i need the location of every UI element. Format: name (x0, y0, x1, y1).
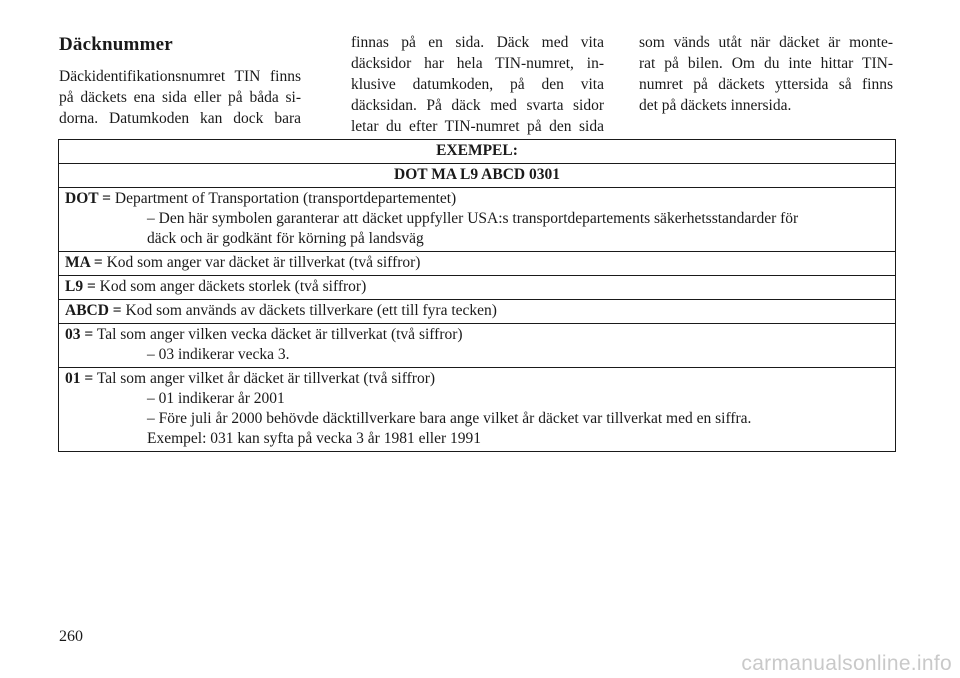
table-cell (59, 252, 896, 276)
row-text: Tal som anger vilket år däcket är tillverkat (två siffror) (93, 370, 436, 387)
table-cell (59, 188, 896, 252)
table-cell (59, 324, 896, 368)
column-line: finnas på en sida. Däck med vita (351, 34, 604, 51)
row-key: 01 = (65, 370, 94, 387)
column-line: däcksidan. På däck med svarta sidor (351, 97, 604, 114)
row-text: Kod som anger däckets storlek (två siffror) (95, 278, 367, 295)
table-code-row (59, 164, 896, 188)
table-title: EXEMPEL: (59, 140, 896, 164)
column-line: på däckets ena sida eller på båda si- (59, 89, 301, 106)
text-column-3 (639, 32, 893, 116)
watermark: carmanualsonline.info (741, 652, 952, 675)
table-cell (59, 276, 896, 300)
column-line: letar du efter TIN-numret på den sida (351, 118, 604, 135)
column-line: det på däckets innersida. (639, 97, 792, 114)
column-line: som vänds utåt när däcket är monte- (639, 34, 893, 51)
row-key: DOT = (65, 190, 112, 207)
table-row (59, 276, 896, 300)
column-line: klusive datumkoden, på den vita (351, 76, 604, 93)
text-column-2 (351, 32, 604, 137)
row-subline: – Före juli år 2000 behövde däcktillverkare bara ange vilket år däcket var tillverkat med en siffra. (147, 410, 752, 427)
row-text: Tal som anger vilken vecka däcket är tillverkat (två siffror) (93, 326, 463, 343)
column-line: dorna. Datumkoden kan dock bara (59, 110, 301, 127)
row-text: Kod som används av däckets tillverkare (ett till fyra tecken) (121, 302, 497, 319)
example-table (58, 139, 896, 452)
table-title-row (59, 140, 896, 164)
table-row (59, 368, 896, 452)
text-column-1 (59, 66, 301, 129)
column-line: Däckidentifikationsnumret TIN finns (59, 68, 301, 85)
row-key: MA = (65, 254, 103, 271)
section-heading: Däcknummer (59, 34, 173, 55)
table-row (59, 324, 896, 368)
column-line: numret på däckets yttersida så finns (639, 76, 893, 93)
column-line: rat på bilen. Om du inte hittar TIN- (639, 55, 893, 72)
table-cell (59, 368, 896, 452)
row-subline: däck och är godkänt för körning på landsväg (147, 230, 424, 247)
table-row (59, 252, 896, 276)
row-text: Department of Transportation (transportdepartementet) (111, 190, 457, 207)
row-subline: Exempel: 031 kan syfta på vecka 3 år 1981 eller 1991 (147, 430, 481, 447)
row-key: ABCD = (65, 302, 122, 319)
table-row (59, 300, 896, 324)
row-key: 03 = (65, 326, 94, 343)
table-row (59, 188, 896, 252)
row-subline: – 01 indikerar år 2001 (147, 390, 285, 407)
column-line: däcksidor har hela TIN-numret, in- (351, 55, 604, 72)
row-key: L9 = (65, 278, 96, 295)
row-subline: – 03 indikerar vecka 3. (147, 346, 290, 363)
table-cell (59, 300, 896, 324)
row-subline: – Den här symbolen garanterar att däcket uppfyller USA:s transportdepartements säkerhetsstandarder för (147, 210, 799, 227)
row-text: Kod som anger var däcket är tillverkat (två siffror) (102, 254, 421, 271)
tin-code-example: DOT MA L9 ABCD 0301 (59, 164, 896, 188)
page-number: 260 (59, 628, 83, 645)
